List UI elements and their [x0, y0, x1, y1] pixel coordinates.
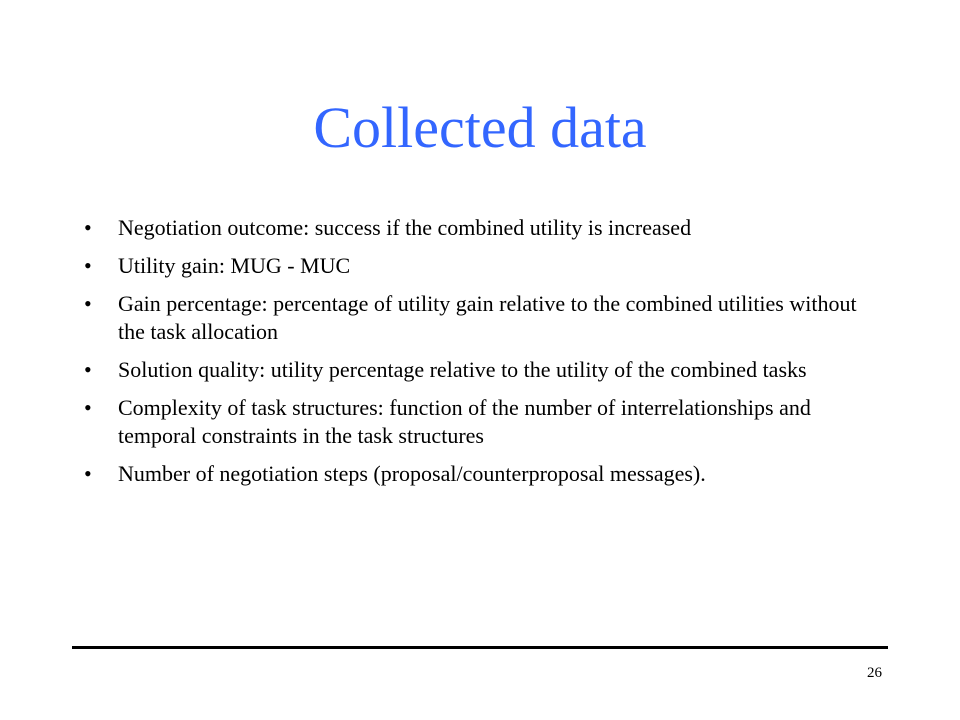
bullet-text: Negotiation outcome: success if the combined utility is increased: [118, 215, 692, 240]
bullet-item: [84, 214, 884, 242]
slide-title: Collected data: [313, 95, 647, 160]
bullet-text: Gain percentage: percentage of utility gain relative to the combined utilities without the task allocation: [118, 291, 857, 344]
bullet-icon: •: [84, 215, 92, 240]
bullet-icon: •: [84, 461, 92, 486]
bullet-item: [84, 252, 884, 280]
bullet-text: Utility gain: MUG - MUC: [118, 253, 351, 278]
bullet-icon: •: [84, 253, 92, 278]
bullet-icon: •: [84, 291, 92, 316]
bullet-icon: •: [84, 395, 92, 420]
bullet-icon: •: [84, 357, 92, 382]
footer-divider: [72, 646, 888, 649]
bullet-text: Number of negotiation steps (proposal/counterproposal messages).: [118, 461, 706, 486]
bullet-item: [84, 394, 884, 450]
bullet-item: [84, 356, 884, 384]
bullet-item: [84, 290, 884, 346]
page-number: 26: [867, 665, 882, 681]
bullet-list: [84, 214, 884, 498]
bullet-item: [84, 460, 884, 488]
bullet-text: Solution quality: utility percentage relative to the utility of the combined tasks: [118, 357, 807, 382]
bullet-text: Complexity of task structures: function of the number of interrelationships and temporal constraints in the task structures: [118, 395, 811, 448]
